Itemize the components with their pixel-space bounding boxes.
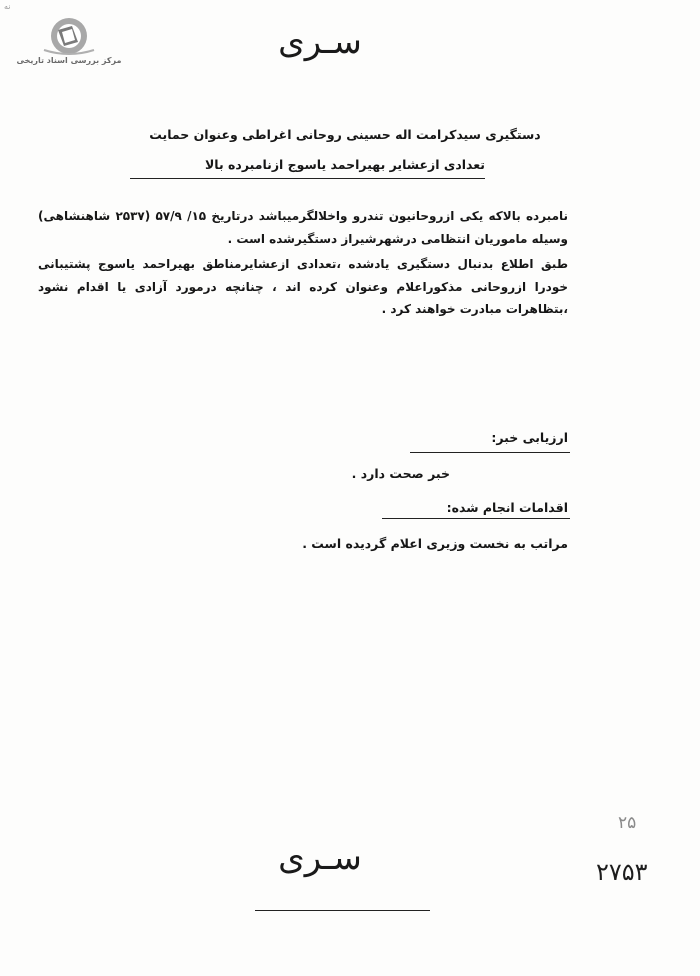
logo-caption: مرکز بررسی اسناد تاریخی	[16, 56, 122, 65]
evaluation-value: خبر صحت دارد .	[351, 466, 450, 481]
body-paragraph-1: نامبرده بالاکه یکی ازروحانیون تندرو واخلالگرمیباشد درتاریخ ۱۵/ ۵۷/۹ (۲۵۳۷ شاهنشاهی) وسیله ماموریان انتظامی درشهرشیراز دستگیرشده است .	[38, 209, 569, 246]
subject-block	[120, 120, 570, 180]
folio-number-small: ۲۵	[618, 813, 637, 833]
classification-bottom: سـری	[278, 838, 362, 878]
subject-underline	[130, 178, 485, 179]
actions-underline	[382, 518, 570, 519]
classification-top: سـری	[278, 22, 362, 62]
evaluation-underline	[410, 452, 570, 453]
evaluation-label: ارزیابی خبر:	[491, 430, 568, 445]
subject-line-2: تعدادی ازعشایر بهیراحمد یاسوج ازنامبرده بالا	[204, 157, 485, 172]
report-body	[38, 205, 568, 321]
folio-number-large: ۲۷۵۳	[596, 858, 648, 886]
actions-label: اقدامات انجام شده:	[446, 500, 568, 515]
corner-mark: ﻧﻪ	[4, 2, 11, 11]
footer-underline	[255, 910, 430, 911]
actions-value: مراتب به نخست وزیری اعلام گردیده است .	[302, 536, 568, 551]
body-paragraph-2: طبق اطلاع بدنبال دستگیری یادشده ،تعدادی ازعشایرمناطق بهیراحمد یاسوج پشتیبانی خودرا ازروحانی مذکوراعلام وعنوان کرده اند ، چنانچه درمورد آزادی یا اقدام نشود ،بتظاهرات مبادرت خواهند کرد .	[38, 257, 568, 316]
subject-line-1: دستگیری سیدکرامت اله حسینی روحانی اغراطی وعنوان حمایت	[149, 127, 541, 142]
